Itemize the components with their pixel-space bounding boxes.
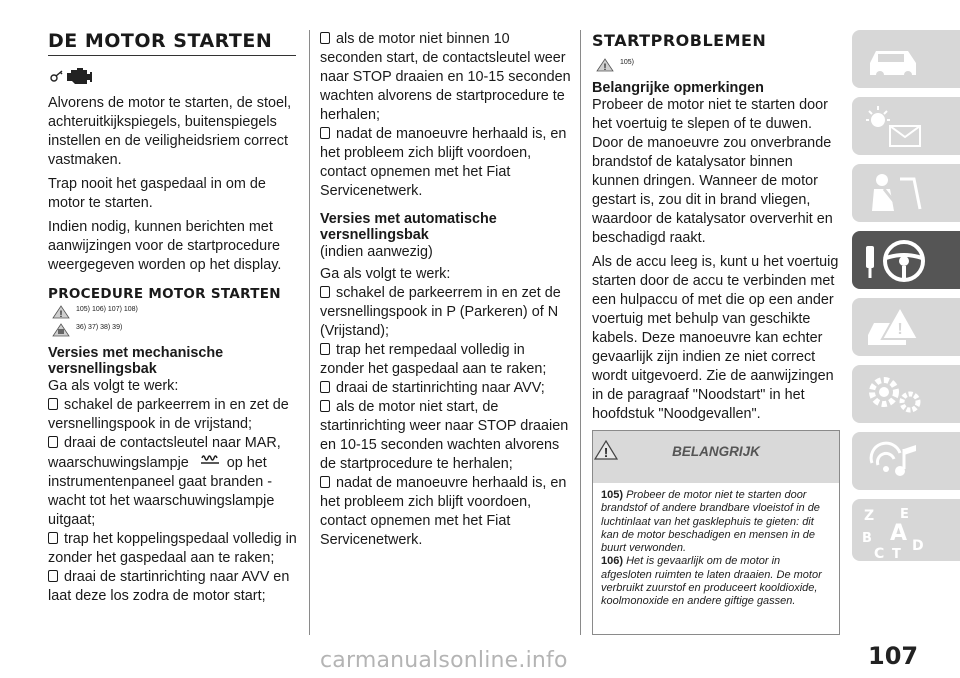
list-item: trap het rempedaal volledig in zonder het gaspedaal aan te raken; <box>320 342 547 377</box>
caution-refs <box>52 323 300 337</box>
intro-paragraph-3: Indien nodig, kunnen berichten met aanwijzingen voor de startprocedure weergegeven worden op het display. <box>48 219 282 273</box>
list-item: schakel de parkeerrem in en zet de versnellingspook in P (Parkeren) of N (Vrijstand); <box>320 285 561 339</box>
list-item: als de motor niet start, de startinrichting weer naar STOP draaien en 10-15 seconden wachten alvorens de startprocedure te herhalen; <box>320 399 569 472</box>
multimedia-icon[interactable] <box>852 432 960 490</box>
step-list-continued <box>320 30 572 201</box>
checkbox-bullet-icon <box>320 476 330 488</box>
list-item: draai de startinrichting naar AVV en laat deze los zodra de motor start; <box>48 569 290 604</box>
column-2 <box>320 30 572 550</box>
starting-driving-icon[interactable] <box>852 231 960 289</box>
follow-text: Ga als volgt te werk: <box>48 378 179 394</box>
intro-paragraph-2: Trap nooit het gaspedaal in om de motor te starten. <box>48 176 266 211</box>
checkbox-bullet-icon <box>48 570 58 582</box>
safety-icon[interactable] <box>852 164 960 222</box>
caution-refs-text: 36) 37) 38) 39) <box>76 324 123 331</box>
svg-text:!: ! <box>59 309 63 319</box>
step-list-automatic <box>320 284 572 550</box>
startproblems-refs <box>596 58 840 72</box>
page-number: 107 <box>868 642 919 670</box>
title-rule <box>48 55 296 56</box>
intro-paragraph-1: Alvorens de motor te starten, de stoel, achteruitkijkspiegels, buitenspiegels instellen en de veiligheidsriem correct vastmaken. <box>48 95 292 168</box>
list-item: nadat de manoeuvre herhaald is, en het probleem zich blijft voordoen, contact opnemen met het Fiat Servicenetwerk. <box>320 475 567 548</box>
warning-item: 106) Het is gevaarlijk om de motor in afgesloten ruimten te laten draaien. De motor verbruikt zuurstof en produceert kooldioxide, koolmonoxide en andere giftige gassen. <box>601 555 822 608</box>
engine-icon-row <box>50 64 300 88</box>
svg-text:T: T <box>892 547 901 560</box>
list-item: draai de startinrichting naar AVV; <box>320 379 572 398</box>
section-title: DE MOTOR STARTEN <box>48 30 273 52</box>
procedure-title: PROCEDURE MOTOR STARTEN <box>48 286 281 302</box>
emergency-icon[interactable] <box>852 298 960 356</box>
manual-gearbox-title: Versies met mechanische versnellingsbak <box>48 345 224 377</box>
notes-title: Belangrijke opmerkingen <box>592 80 764 96</box>
list-item: schakel de parkeerrem in en zet de versnellingspook in de vrijstand; <box>48 397 289 432</box>
checkbox-bullet-icon <box>320 286 330 298</box>
warning-body <box>593 483 839 615</box>
warning-heading: BELANGRIJK <box>672 444 760 459</box>
follow-text: Ga als volgt te werk: <box>320 266 451 282</box>
svg-text:A: A <box>890 521 908 546</box>
warning-triangle-icon <box>596 58 614 72</box>
svg-text:C: C <box>874 546 885 560</box>
engine-icon <box>64 66 94 86</box>
warning-refs-text: 105) 106) 107) 108) <box>76 306 138 313</box>
column-3 <box>592 30 840 429</box>
svg-text:B: B <box>862 531 872 546</box>
svg-text:D: D <box>912 538 924 554</box>
checkbox-bullet-icon <box>320 381 330 393</box>
checkbox-bullet-icon <box>320 400 330 412</box>
checkbox-bullet-icon <box>48 436 58 448</box>
checkbox-bullet-icon <box>48 398 58 410</box>
column-divider-1 <box>309 30 310 635</box>
column-divider-2 <box>580 30 581 635</box>
list-item: nadat de manoeuvre herhaald is, en het probleem zich blijft voordoen, contact opnemen met het Fiat Servicenetwerk. <box>320 126 567 199</box>
warning-item: 105) Probeer de motor niet te starten door brandstof of andere brandbare vloeistof in de luchtinlaat van het gasklephuis te gieten: dit kan de motor beschadigen en mensen in de buurt verwonden. <box>601 489 820 555</box>
list-item: trap het koppelingspedaal volledig in zonder het gaspedaal aan te raken; <box>48 531 297 566</box>
automatic-note: (indien aanwezig) <box>320 244 433 260</box>
watermark: carmanualsonline.info <box>320 648 568 673</box>
notes-paragraph-1: Probeer de motor niet te starten door het voertuig te slepen of te duwen. Door de manoeuvre zou onverbrande brandstof de katalysator binnen kunnen dringen. Wanneer de motor gestart is, zou dit in brand vliegen, waardoor de katalysator oververhit en beschadigd raakt. <box>592 97 833 246</box>
checkbox-bullet-icon <box>320 343 330 355</box>
key-icon <box>50 69 64 83</box>
startproblems-ref-text: 105) <box>620 59 635 66</box>
svg-text:Z: Z <box>864 508 875 524</box>
caution-hand-icon <box>52 323 70 337</box>
step-list <box>48 396 300 606</box>
index-icon[interactable] <box>852 499 960 561</box>
checkbox-bullet-icon <box>320 127 330 139</box>
maintenance-icon[interactable] <box>852 365 960 423</box>
automatic-gearbox-title: Versies met automatische versnellingsbak <box>320 211 497 243</box>
list-item: als de motor niet binnen 10 seconden start, de contactsleutel weer naar STOP draaien en 10-15 seconden wachten alvorens de startprocedure te herhalen; <box>320 31 571 123</box>
warning-header <box>593 431 839 483</box>
car-overview-icon[interactable] <box>852 30 960 88</box>
svg-text:!: ! <box>897 321 903 338</box>
startproblems-title: STARTPROBLEMEN <box>592 31 767 50</box>
warning-refs <box>52 305 300 319</box>
warning-triangle-icon <box>52 305 70 319</box>
svg-text:!: ! <box>603 445 609 460</box>
list-item: draai de contactsleutel naar MAR, waarschuwingslampje op het instrumentenpaneel gaat branden - wacht tot het waarschuwingslampje uitgaat; <box>48 435 281 528</box>
warning-lights-icon[interactable] <box>852 97 960 155</box>
column-1 <box>48 30 300 606</box>
glow-plug-icon <box>197 453 223 467</box>
svg-text:!: ! <box>603 62 607 72</box>
warning-box <box>592 430 840 635</box>
notes-paragraph-2: Als de accu leeg is, kunt u het voertuig starten door de accu te verbinden met een hulpaccu of met die op een ander voertuig met behulp van geschikte kabels. Deze manoeuvre kan echter gevaarlijk zijn indien ze niet correct wordt uitgevoerd. Zie de aanwijzingen in de paragraaf "Noodstart" in het hoofdstuk "Noodgevallen". <box>592 254 839 422</box>
svg-text:E: E <box>900 507 909 522</box>
checkbox-bullet-icon <box>48 532 58 544</box>
checkbox-bullet-icon <box>320 32 330 44</box>
